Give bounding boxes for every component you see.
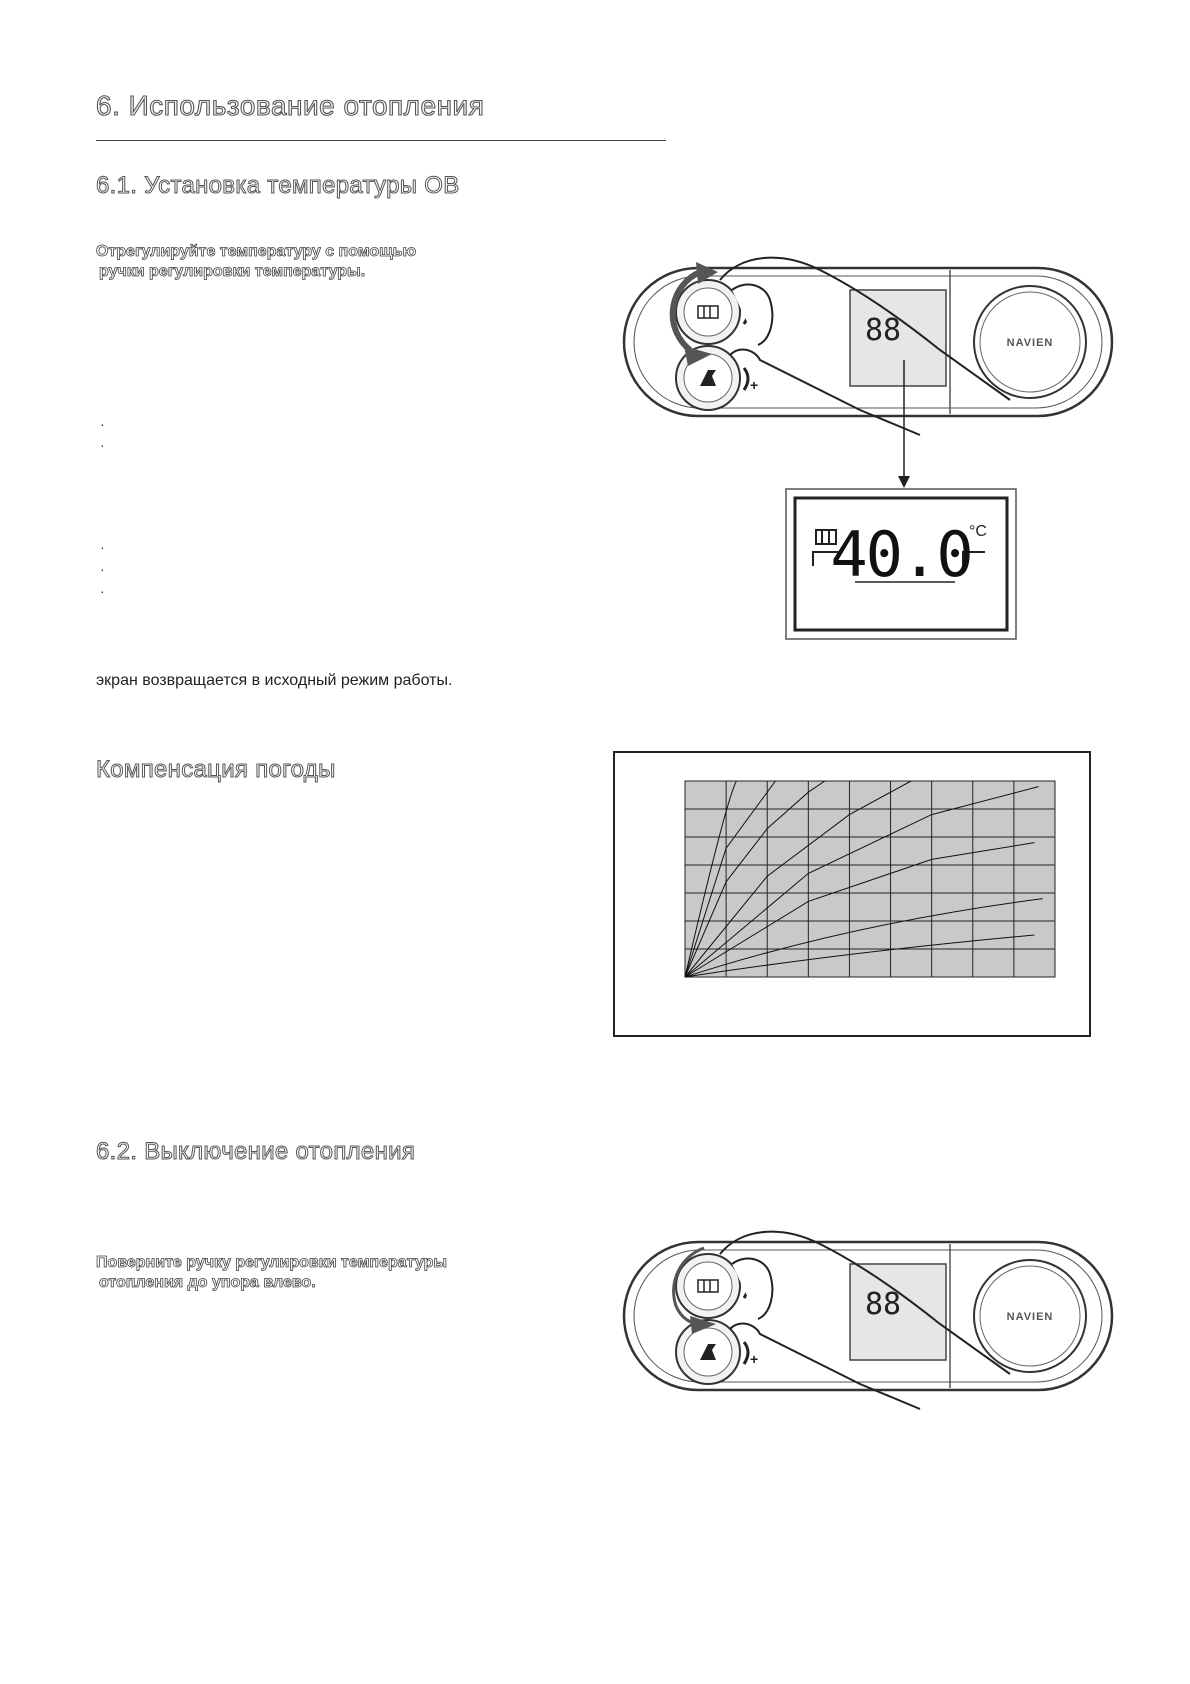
instruction-2-line2: отопления до упора влево. xyxy=(99,1274,316,1291)
chart-plot-area xyxy=(685,781,1055,977)
instruction-1 xyxy=(96,242,416,282)
control-panel-illustration-2 xyxy=(620,1228,1120,1428)
bullet-2: · xyxy=(100,437,105,453)
heating-knob[interactable] xyxy=(676,280,740,344)
weather-compensation-chart xyxy=(613,751,1091,1037)
brand-logo-2: NAVIEN xyxy=(1006,1311,1054,1323)
instruction-2 xyxy=(96,1253,447,1293)
instruction-1-line1: Отрегулируйте температуру с помощью xyxy=(96,243,417,260)
section-title: 6. Использование отопления xyxy=(96,90,485,121)
bullet-1: · xyxy=(100,416,105,432)
lcd-display-enlarged xyxy=(785,488,1017,640)
svg-text:+: + xyxy=(750,377,759,393)
bullet-5: · xyxy=(100,583,105,599)
control-panel-illustration-1 xyxy=(620,250,1120,490)
svg-text:88: 88 xyxy=(865,1287,902,1322)
brand-logo-1: NAVIEN xyxy=(1006,337,1054,349)
subsection-1-title: 6.1. Установка температуры ОВ xyxy=(96,172,460,199)
dhw-knob[interactable] xyxy=(676,1320,740,1384)
weather-title: Компенсация погоды xyxy=(96,756,336,783)
svg-text:+: + xyxy=(750,1351,759,1367)
heating-knob[interactable] xyxy=(676,1254,740,1318)
bullet-3: · xyxy=(100,539,105,555)
svg-text:88: 88 xyxy=(865,313,902,348)
return-text: экран возвращается в исходный режим работы. xyxy=(96,672,453,689)
subsection-2-title: 6.2. Выключение отопления xyxy=(96,1138,416,1165)
bullet-4: · xyxy=(100,561,105,577)
instruction-2-line1: Поверните ручку регулировки температуры xyxy=(96,1254,447,1271)
display-unit: °C xyxy=(969,523,987,540)
display-value: 40.0 xyxy=(830,518,972,591)
instruction-1-line2: ручки регулировки температуры. xyxy=(99,263,366,280)
title-rule xyxy=(96,140,666,141)
